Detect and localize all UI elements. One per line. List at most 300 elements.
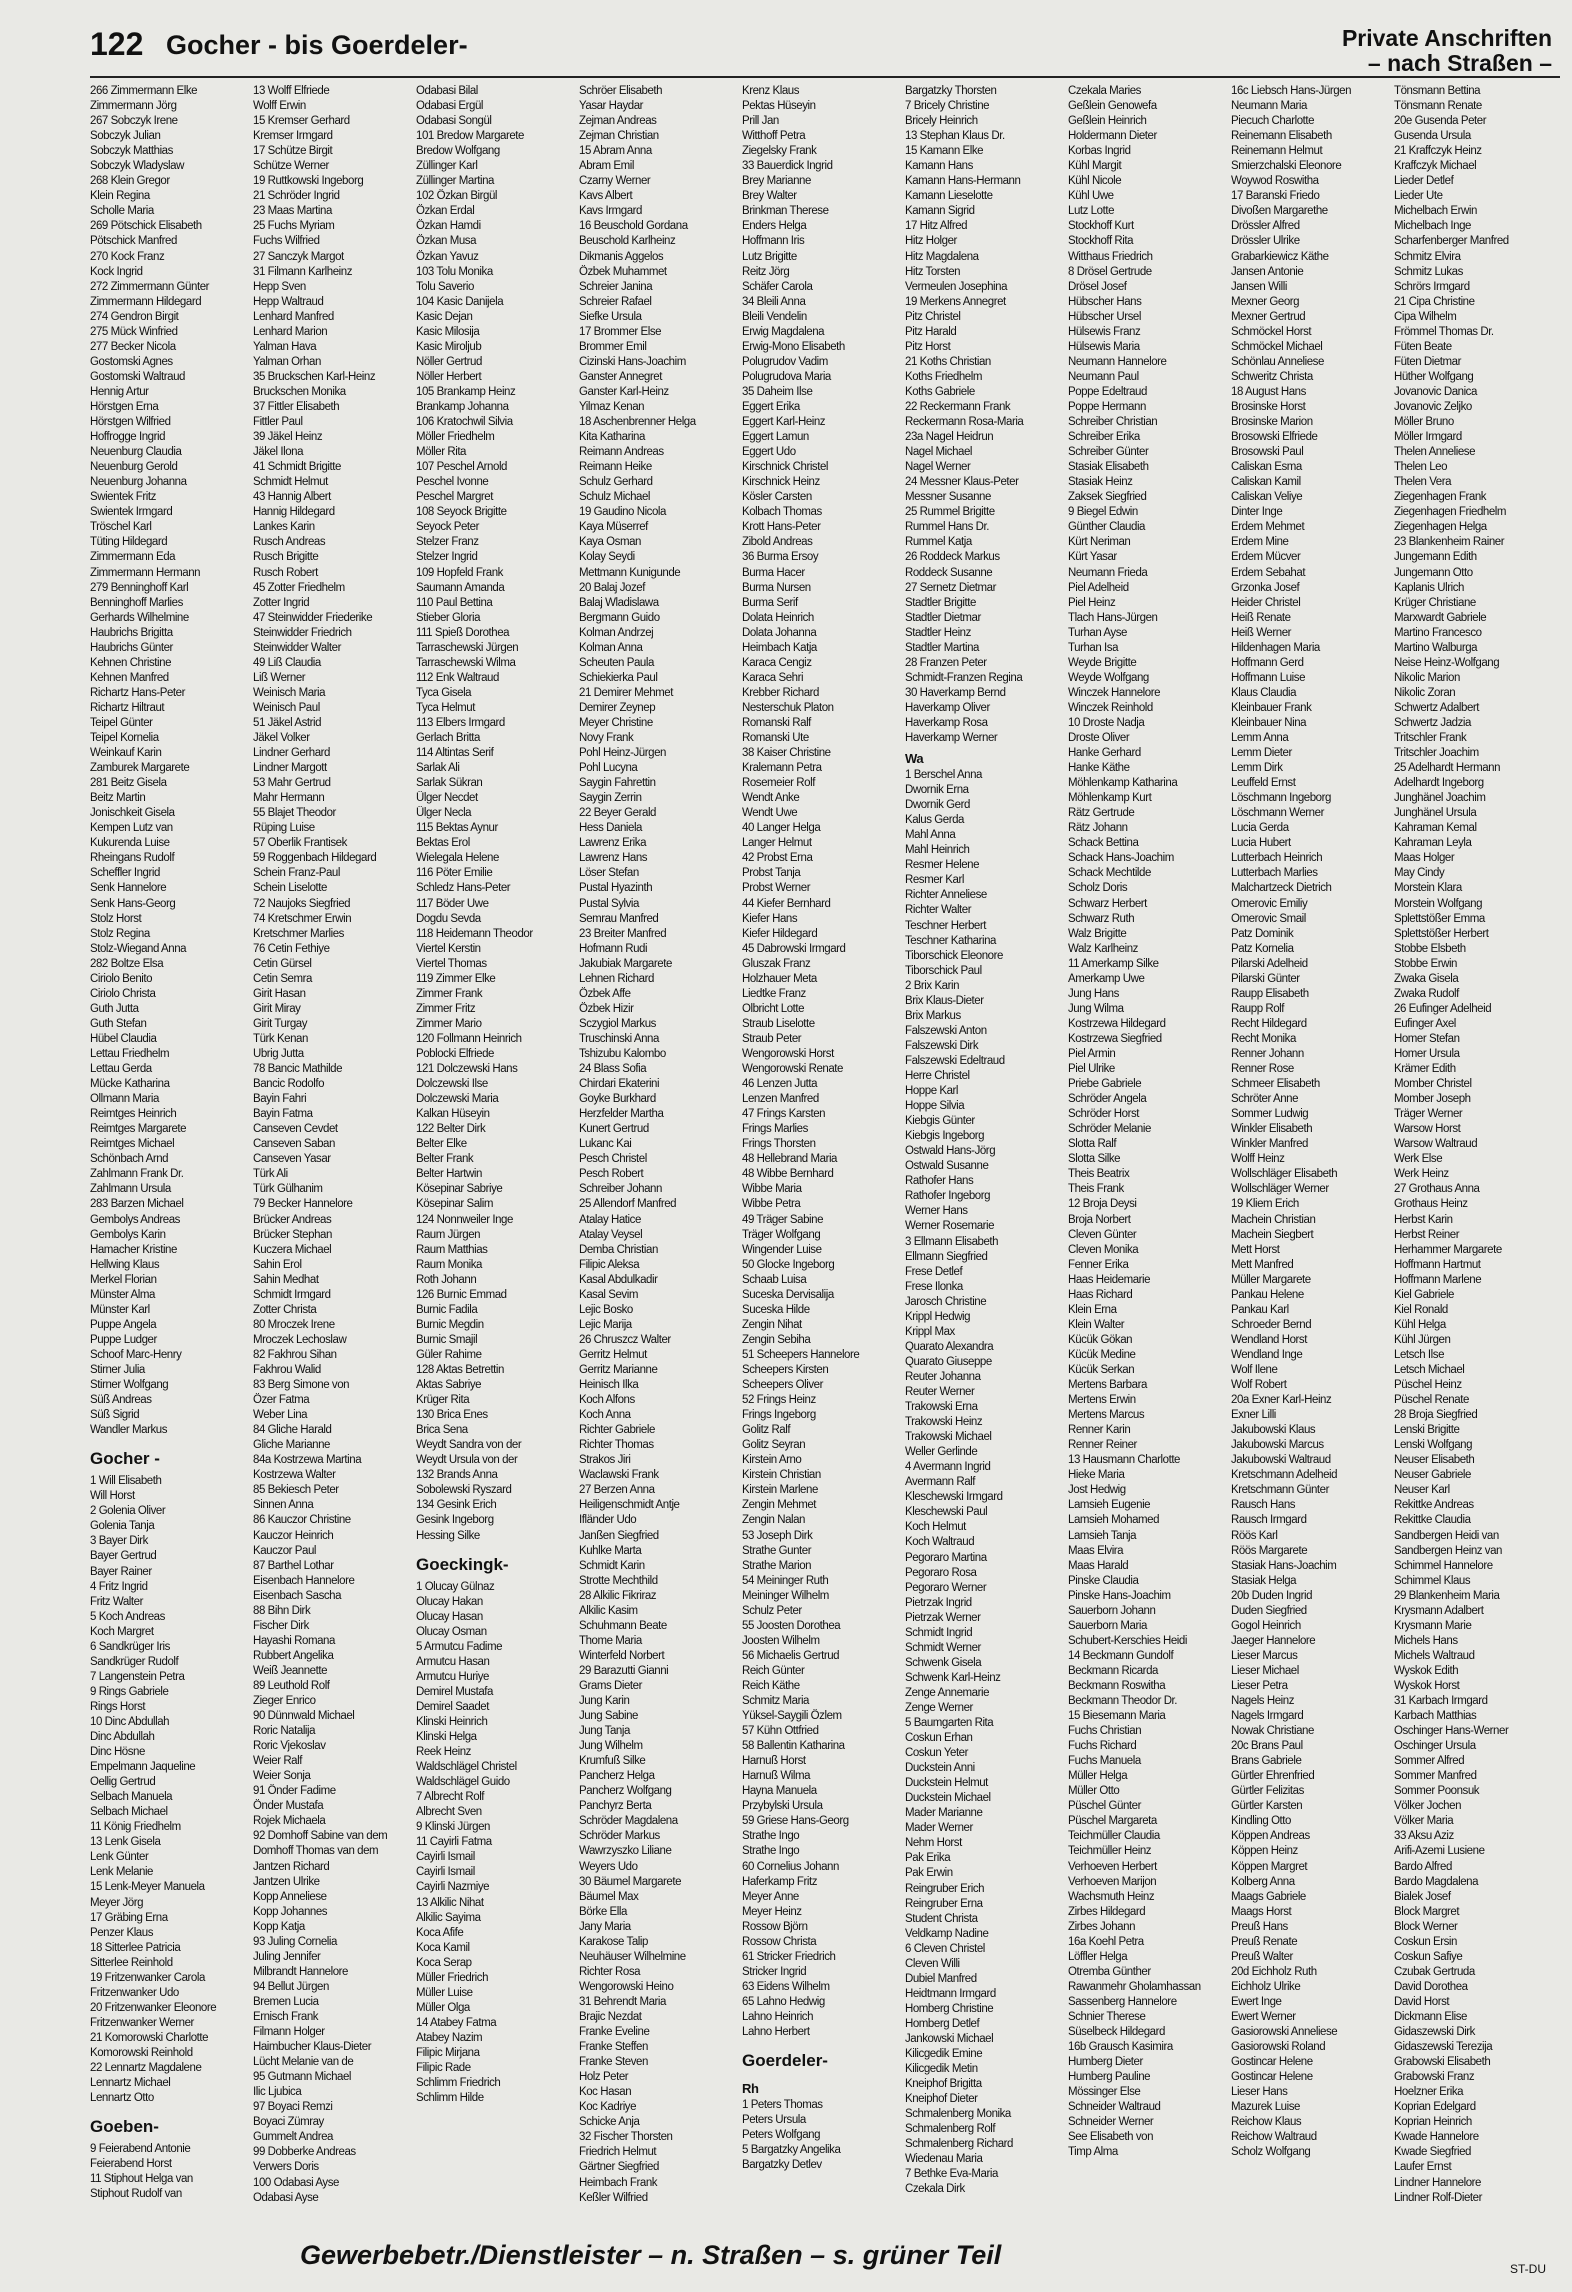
address-entry: Recht Hildegard [1231, 1017, 1307, 1030]
address-entry: Hanke Gerhard [1068, 747, 1141, 760]
address-entry: 266 Zimmermann Elke [90, 85, 198, 97]
address-entry: 267 Sobczyk Irene [90, 115, 178, 128]
address-entry: 115 Bektas Aynur [416, 822, 498, 835]
address-column [905, 84, 1067, 2224]
address-entry: Ilic Ljubica [253, 2086, 302, 2099]
address-entry: Dwornik Erna [905, 784, 969, 797]
address-entry: Maas Holger [1394, 852, 1455, 865]
address-entry: Mertens Barbara [1068, 1379, 1147, 1392]
address-entry: Cizinski Hans-Joachim [579, 355, 686, 368]
address-entry: 44 Kiefer Bernhard [742, 897, 831, 910]
address-entry: Kirstein Marlene [742, 1484, 818, 1497]
address-entry: 57 Oberlik Frantisek [253, 837, 347, 850]
address-entry: 117 Böder Uwe [416, 897, 489, 910]
address-entry: Fuchs Wilfried [253, 235, 320, 248]
address-entry: Schmidt Irmgard [253, 1288, 331, 1301]
address-entry: Rubbert Angelika [253, 1649, 334, 1662]
address-entry: Homberg Detlef [905, 2017, 980, 2030]
address-entry: Jarosch Christine [905, 1295, 987, 1308]
address-entry: Richartz Hiltraut [90, 701, 165, 714]
address-entry: Koca Kamil [416, 1941, 470, 1954]
address-entry: Zimmermann Jörg [90, 100, 177, 113]
address-entry: Brey Marianne [742, 175, 811, 188]
address-entry: 88 Bihn Dirk [253, 1604, 311, 1617]
address-entry: Fenner Erika [1068, 1258, 1129, 1271]
address-entry: Klein Erna [1068, 1303, 1117, 1316]
address-entry: Hayna Manuela [742, 1785, 817, 1798]
address-entry: Koch Alfons [579, 1394, 635, 1407]
address-entry: Hüther Wolfgang [1394, 370, 1474, 383]
address-entry: Komorowski Reinhold [90, 2047, 193, 2059]
address-entry: Olucay Hasan [416, 1610, 483, 1623]
address-entry: Strotte Mechthild [579, 1574, 658, 1587]
address-entry: Schmidt-Franzen Regina [905, 671, 1023, 684]
address-entry: Grabowski Elisabeth [1394, 2056, 1491, 2069]
address-entry: Junghänel Joachim [1394, 792, 1486, 805]
address-entry: Swientek Irmgard [90, 506, 173, 519]
address-entry: Nagel Werner [905, 461, 971, 474]
address-entry: 46 Lenzen Jutta [742, 1078, 818, 1091]
address-entry: 40 Langer Helga [742, 822, 821, 835]
address-entry: Beckmann Theodor Dr. [1068, 1695, 1178, 1708]
address-entry: Coskun Yeter [905, 1747, 969, 1760]
address-entry: Frese Ilonka [905, 1280, 963, 1293]
address-entry: Senk Hans-Georg [90, 897, 176, 910]
address-entry: Martino Francesco [1394, 626, 1482, 639]
section-label-line-1: Private Anschriften [1341, 25, 1552, 51]
address-entry: Witthaus Friedrich [1068, 250, 1153, 263]
address-entry: Lücht Melanie van de [253, 2056, 354, 2069]
address-entry: Ollmann Maria [90, 1093, 159, 1106]
address-entry: Teschner Herbert [905, 919, 987, 932]
address-entry: Junghänel Ursula [1394, 807, 1477, 820]
address-entry: Kiefer Hans [742, 912, 798, 925]
address-entry: Werk Heinz [1394, 1168, 1449, 1181]
address-entry: 20 Balaj Jozef [579, 581, 645, 594]
address-entry: Richter Anneliese [905, 889, 987, 902]
address-entry: Belter Elke [416, 1138, 467, 1151]
address-entry: Kaplanis Ulrich [1394, 581, 1464, 594]
address-entry: Züllinger Martina [416, 175, 494, 188]
address-entry: Reich Käthe [742, 1679, 800, 1692]
address-entry: Rekittke Claudia [1394, 1514, 1471, 1527]
address-entry: Harnuß Wilma [742, 1770, 811, 1783]
address-entry: Leuffeld Ernst [1231, 777, 1296, 790]
address-entry: 38 Kaiser Christine [742, 747, 831, 760]
address-entry: Röös Karl [1231, 1529, 1278, 1542]
address-entry: Kleschewski Paul [905, 1506, 988, 1519]
address-entry: Türk Gülhanim [253, 1183, 323, 1196]
address-entry: Peters Wolfgang [742, 2129, 821, 2142]
address-entry: Mahl Heinrich [905, 844, 970, 857]
address-entry: Kolay Seydi [579, 551, 635, 564]
address-entry: 105 Brankamp Heinz [416, 385, 516, 398]
address-entry: Schreiber Günter [1068, 446, 1149, 459]
address-entry: Lenhard Marion [253, 325, 328, 338]
address-entry: Oschinger Ursula [1394, 1740, 1476, 1753]
address-entry: Pesch Robert [579, 1168, 644, 1181]
address-entry: Jakubowski Waltraud [1231, 1454, 1331, 1467]
address-entry: Fakhrou Walid [253, 1363, 321, 1376]
address-entry: Weller Gerlinde [905, 1446, 978, 1459]
address-entry: Girit Hasan [253, 987, 306, 1000]
address-entry: 32 Fischer Thorsten [579, 2131, 673, 2144]
address-entry: Meyer Jörg [90, 1896, 144, 1909]
address-entry: Neuhäuser Wilhelmine [579, 1950, 686, 1963]
address-entry: Kamann Hans-Hermann [905, 175, 1021, 188]
address-entry: Duden Siegfried [1231, 1604, 1307, 1617]
address-entry: Patz Kornelia [1231, 942, 1294, 955]
address-entry: Zamburek Margarete [90, 762, 190, 775]
address-entry: Lieser Michael [1231, 1664, 1299, 1677]
address-entry: Jantzen Richard [253, 1860, 330, 1873]
address-entry: 114 Altintas Serif [416, 747, 494, 760]
address-entry: Zirbes Hildegard [1068, 1905, 1146, 1918]
address-entry: Saumann Amanda [416, 581, 505, 594]
address-entry: Schwarz Ruth [1068, 912, 1135, 925]
address-entry: Hepp Sven [253, 280, 306, 293]
address-entry: Heimbach Katja [742, 641, 817, 654]
address-entry: Herhammer Margarete [1394, 1243, 1502, 1256]
address-entry: Gluszak Franz [742, 957, 811, 970]
address-entry: Lennartz Otto [90, 2092, 154, 2105]
address-entry: Löschmann Ingeborg [1231, 792, 1331, 805]
building-subheading: Wa [905, 751, 924, 767]
address-entry: Schmidt Karin [579, 1559, 645, 1572]
address-entry: 277 Becker Nicola [90, 340, 176, 353]
address-entry: Koca Afife [416, 1926, 464, 1939]
address-entry: Lutterbach Marlies [1231, 867, 1318, 880]
address-entry: Zirbes Johann [1068, 1920, 1136, 1933]
address-entry: Neuser Karl [1394, 1484, 1450, 1497]
address-entry: Jany Maria [579, 1920, 631, 1933]
address-entry: 37 Fittler Elisabeth [253, 400, 340, 413]
address-entry: Piel Heinz [1068, 596, 1116, 609]
address-entry: Kirstein Christian [742, 1469, 821, 1482]
address-entry: 15 Abram Anna [579, 145, 652, 158]
address-entry: Bruckschen Monika [253, 385, 346, 398]
address-entry: Block Werner [1394, 1920, 1458, 1933]
address-entry: Kuczera Michael [253, 1243, 332, 1256]
address-entry: Stelzer Franz [416, 536, 479, 549]
address-entry: 48 Hellebrand Maria [742, 1153, 838, 1166]
address-entry: Köppen Andreas [1231, 1830, 1310, 1843]
address-entry: Pustal Hyazinth [579, 882, 653, 895]
address-entry: Röös Margarete [1231, 1544, 1308, 1557]
address-entry: 49 Träger Sabine [742, 1213, 824, 1226]
address-entry: Nesterschuk Platon [742, 701, 834, 714]
address-entry: 11 König Friedhelm [90, 1821, 181, 1834]
address-entry: Duckstein Michael [905, 1792, 991, 1805]
address-entry: Michels Waltraud [1394, 1649, 1475, 1662]
address-entry: 17 Schütze Birgit [253, 145, 333, 158]
address-entry: Lindner Gerhard [253, 747, 330, 760]
address-entry: Lenski Wolfgang [1394, 1439, 1473, 1452]
address-entry: Polugrudov Vadim [742, 355, 828, 368]
address-entry: Stricker Ingrid [742, 1965, 807, 1978]
address-entry: Zwaka Rudolf [1394, 987, 1459, 1000]
address-entry: Siefke Ursula [579, 310, 642, 323]
address-entry: Bäumel Max [579, 1890, 639, 1903]
page-header [90, 22, 1560, 74]
address-entry: Droste Oliver [1068, 732, 1130, 745]
address-entry: Haubrichs Günter [90, 641, 173, 654]
address-entry: Kühl Helga [1394, 1318, 1446, 1331]
address-entry: Tüting Hildegard [90, 536, 168, 549]
address-entry: 272 Zimmermann Günter [90, 280, 210, 293]
address-entry: Golitz Seyran [742, 1439, 806, 1452]
address-entry: Reek Heinz [416, 1746, 471, 1759]
address-entry: 101 Bredow Margarete [416, 130, 524, 143]
address-entry: Brinkman Therese [742, 205, 829, 218]
address-entry: Koch Anna [579, 1409, 631, 1422]
address-entry: Wolff Erwin [253, 100, 306, 113]
address-entry: 121 Dolczewski Hans [416, 1063, 518, 1076]
address-entry: Ülger Necdet [416, 792, 478, 805]
address-entry: Goyke Burkhard [579, 1093, 656, 1106]
address-entry: Kock Ingrid [90, 265, 143, 278]
address-entry: 28 Alkilic Fikriraz [579, 1589, 657, 1602]
address-entry: 6 Sandkrüger Iris [90, 1640, 170, 1653]
address-entry: 100 Odabasi Ayse [253, 2176, 339, 2189]
address-entry: Grothaus Heinz [1394, 1198, 1468, 1211]
address-entry: Reimtges Margarete [90, 1123, 187, 1136]
address-entry: Krüger Rita [416, 1394, 470, 1407]
address-entry: Grams Dieter [579, 1679, 642, 1692]
address-entry: 20a Exner Karl-Heinz [1231, 1394, 1332, 1407]
address-entry: Viertel Kerstin [416, 942, 481, 955]
address-entry: 11 Amerkamp Silke [1068, 957, 1159, 970]
address-entry: Hofmann Rudi [579, 942, 648, 955]
address-entry: Koc Hasan [579, 2086, 632, 2099]
address-entry: Jovanovic Zeljko [1394, 400, 1472, 413]
address-entry: Bardo Magdalena [1394, 1875, 1479, 1888]
address-entry: Klein Walter [1068, 1318, 1125, 1331]
address-entry: 270 Kock Franz [90, 250, 165, 263]
address-entry: 23a Nagel Heidrun [905, 431, 994, 444]
address-entry: Ubrig Jutta [253, 1048, 304, 1060]
address-entry: Saygin Zerrin [579, 792, 642, 805]
address-entry: Wingender Luise [742, 1243, 822, 1256]
address-entry: 56 Michaelis Gertrud [742, 1649, 840, 1662]
address-entry: Mücke Katharina [90, 1078, 170, 1091]
address-entry: Kasic Dejan [416, 310, 473, 323]
address-entry: Steinwidder Walter [253, 641, 341, 654]
address-entry: Lamsieh Tanja [1068, 1529, 1137, 1542]
address-entry: Resmer Karl [905, 874, 964, 887]
address-entry: Pegoraro Werner [905, 1581, 987, 1594]
address-entry: Homberg Christine [905, 2002, 994, 2015]
address-entry: Boyaci Zümray [253, 2116, 324, 2129]
address-entry: Schein Franz-Paul [253, 867, 340, 880]
address-entry: Stadtler Heinz [905, 626, 971, 639]
address-entry: Reimann Andreas [579, 446, 664, 459]
address-entry: 20 Fritzenwanker Eleonore [90, 2001, 217, 2014]
address-entry: Tritschler Joachim [1394, 747, 1479, 760]
address-entry: Golitz Ralf [742, 1424, 791, 1437]
address-entry: Probst Werner [742, 882, 811, 895]
address-entry: 1 Peters Thomas [742, 2099, 823, 2112]
address-entry: Ernisch Frank [253, 2011, 319, 2023]
address-entry: Reimann Heike [579, 461, 652, 474]
address-entry: Rathofer Ingeborg [905, 1190, 991, 1203]
address-entry: Fuchs Christian [1068, 1725, 1142, 1738]
address-entry: Schmitz Lukas [1394, 265, 1463, 278]
address-entry: Lankes Karin [253, 521, 315, 534]
address-entry: Gummelt Andrea [253, 2131, 333, 2144]
address-entry: Pitz Christel [905, 310, 961, 323]
address-entry: Rüping Luise [253, 822, 315, 835]
address-entry: 33 Bauerdick Ingrid [742, 160, 833, 173]
address-entry: 26 Roddeck Markus [905, 551, 1000, 564]
address-entry: 72 Naujoks Siegfried [253, 897, 351, 910]
address-entry: Möhlenkamp Katharina [1068, 777, 1178, 790]
address-entry: Zieger Enrico [253, 1695, 316, 1708]
address-entry: 21 Demirer Mehmet [579, 686, 673, 699]
address-entry: Jäkel Volker [253, 732, 310, 745]
address-entry: Odabasi Bilal [416, 85, 478, 97]
address-entry: Merkel Florian [90, 1273, 157, 1286]
address-entry: Alkilic Sayima [416, 1911, 481, 1924]
address-entry: 7 Langenstein Petra [90, 1670, 185, 1683]
address-entry: Gembolys Andreas [90, 1213, 180, 1226]
address-entry: Müller Helga [1068, 1770, 1128, 1783]
address-entry: 106 Kratochwil Silvia [416, 416, 513, 429]
address-entry: Süß Sigrid [90, 1409, 140, 1422]
address-entry: Wendt Anke [742, 792, 800, 805]
address-entry: Oellig Gertrud [90, 1776, 156, 1789]
address-entry: Schröder Markus [579, 1830, 660, 1843]
address-entry: Schicke Anja [579, 2116, 640, 2129]
address-entry: Schlimm Friedrich [416, 2077, 501, 2090]
address-entry: Reichow Waltraud [1231, 2131, 1317, 2144]
address-entry: 25 Adelhardt Hermann [1394, 762, 1501, 775]
address-columns [90, 84, 1560, 2224]
address-entry: Geßlein Genowefa [1068, 100, 1157, 113]
address-entry: 118 Heidemann Theodor [416, 927, 533, 940]
address-entry: Eichholz Ulrike [1231, 1980, 1301, 1993]
address-entry: Kauczor Paul [253, 1544, 316, 1557]
address-entry: Poppe Edeltraud [1068, 385, 1147, 398]
address-entry: Eggert Erika [742, 400, 800, 413]
address-entry: Lemm Anna [1231, 732, 1289, 745]
address-entry: Neuenburg Claudia [90, 446, 182, 459]
address-entry: 90 Dünnwald Michael [253, 1710, 355, 1723]
address-entry: Nagels Heinz [1231, 1695, 1294, 1708]
address-entry: 15 Biesemann Maria [1068, 1710, 1166, 1723]
address-entry: Brücker Andreas [253, 1213, 332, 1226]
address-entry: Raum Matthias [416, 1243, 488, 1256]
address-entry: Belter Frank [416, 1153, 474, 1166]
address-entry: Golenia Tanja [90, 1520, 155, 1533]
address-entry: Erwig Magdalena [742, 325, 825, 338]
address-entry: 21 Komorowski Charlotte [90, 2031, 209, 2044]
address-entry: Waclawski Frank [579, 1469, 659, 1482]
address-entry: Lawrenz Erika [579, 837, 647, 850]
address-entry: 1 Berschel Anna [905, 769, 983, 782]
address-entry: Stelzer Ingrid [416, 551, 478, 564]
address-entry: Klinski Helga [416, 1731, 477, 1744]
building-subheading: Rh [742, 2081, 759, 2097]
address-entry: Jost Hedwig [1068, 1484, 1126, 1497]
address-entry: Schack Hans-Joachim [1068, 852, 1174, 865]
address-entry: Holzhauer Meta [742, 972, 817, 985]
address-entry: Gerhards Wilhelmine [90, 611, 189, 624]
address-entry: Hess Daniela [579, 822, 642, 835]
address-entry: Smierzchalski Eleonore [1231, 160, 1342, 173]
address-entry: Güler Rahime [416, 1348, 482, 1361]
address-entry: Teipel Günter [90, 716, 153, 729]
address-entry: 130 Brica Enes [416, 1409, 488, 1422]
address-entry: Kostrzewa Siegfried [1068, 1032, 1162, 1045]
address-entry: Slotta Ralf [1068, 1138, 1117, 1151]
address-entry: 19 Fritzenwanker Carola [90, 1971, 205, 1984]
address-entry: Nikolic Marion [1394, 671, 1460, 684]
address-entry: Avermann Ralf [905, 1476, 976, 1489]
address-entry: 63 Eidens Wilhelm [742, 1980, 830, 1993]
address-entry: Beckmann Roswitha [1068, 1679, 1166, 1692]
address-entry: Weinisch Maria [253, 686, 326, 699]
address-entry: Bialek Josef [1394, 1890, 1451, 1903]
address-entry: Eggert Udo [742, 446, 796, 459]
address-entry: Thelen Leo [1394, 461, 1448, 474]
address-entry: Caliskan Kamil [1231, 476, 1301, 489]
address-entry: Krämer Edith [1394, 1063, 1456, 1076]
address-entry: 65 Lahno Hedwig [742, 1995, 825, 2008]
address-entry: Cipa Wilhelm [1394, 310, 1457, 323]
address-entry: Sczygiol Markus [579, 1017, 656, 1030]
address-entry: Armutcu Huriye [416, 1670, 489, 1683]
address-entry: Eisenbach Sascha [253, 1589, 342, 1602]
section-label-line-2: – nach Straßen – [1367, 50, 1552, 76]
street-heading: Goeben- [90, 2117, 159, 2137]
address-entry: Kretschmer Marlies [253, 927, 344, 940]
address-entry: Ostwald Susanne [905, 1160, 989, 1173]
address-entry: Rätz Gertrude [1068, 807, 1135, 820]
address-entry: 34 Bleili Anna [742, 295, 806, 308]
address-entry: 97 Boyaci Remzi [253, 2101, 333, 2114]
address-entry: 5 Baumgarten Rita [905, 1717, 994, 1730]
street-heading: Goerdeler- [742, 2051, 828, 2071]
address-entry: Walz Brigitte [1068, 927, 1127, 940]
address-entry: 29 Blankenheim Maria [1394, 1589, 1500, 1602]
address-entry: Strathe Marion [742, 1559, 812, 1572]
address-entry: 55 Joosten Dorothea [742, 1619, 841, 1632]
address-entry: Schönbach Arnd [90, 1153, 169, 1166]
address-entry: Bargatzky Thorsten [905, 85, 997, 97]
address-entry: Strakos Jiri [579, 1454, 631, 1467]
address-entry: Rekittke Andreas [1394, 1499, 1474, 1512]
address-entry: 5 Koch Andreas [90, 1610, 165, 1623]
address-entry: Roddeck Susanne [905, 566, 993, 579]
address-entry: Lahno Herbert [742, 2026, 810, 2039]
address-entry: Zahlmann Frank Dr. [90, 1168, 184, 1181]
address-entry: Albrecht Sven [416, 1806, 482, 1819]
address-entry: 21 Kraffczyk Heinz [1394, 145, 1482, 158]
address-entry: Gasiorowski Anneliese [1231, 2026, 1338, 2039]
address-entry: Tolu Saverio [416, 280, 474, 293]
address-entry: Fischer Dirk [253, 1619, 309, 1632]
address-entry: Penzer Klaus [90, 1926, 153, 1939]
address-entry: Krumfuß Silke [579, 1755, 646, 1768]
address-entry: 25 Rummel Brigitte [905, 506, 995, 519]
header-rule [90, 76, 1560, 78]
address-entry: Fritzenwanker Werner [90, 2016, 194, 2029]
address-entry: Kiel Ronald [1394, 1303, 1448, 1316]
address-entry: Schaab Luisa [742, 1273, 807, 1286]
address-entry: Bardo Alfred [1394, 1860, 1452, 1873]
address-column [742, 84, 904, 2224]
